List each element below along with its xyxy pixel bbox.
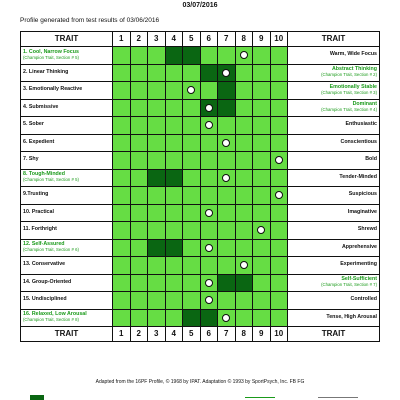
score-cell [200, 239, 218, 257]
score-cell [165, 134, 183, 152]
score-cell [130, 292, 148, 310]
score-cell [200, 292, 218, 310]
right-trait-cell [288, 134, 380, 152]
score-cell [130, 169, 148, 187]
score-cell [235, 204, 253, 222]
trait-row [21, 187, 380, 205]
champion-trait-note: (Champion Trait, Section # 3) [321, 89, 377, 95]
score-cell [235, 274, 253, 292]
left-trait-label: 14. Group-Oriented [23, 278, 72, 285]
right-trait-label: Experimenting [340, 261, 377, 268]
score-marker-icon [222, 174, 230, 182]
score-cell [113, 117, 131, 135]
score-cell [270, 204, 288, 222]
left-trait-cell [21, 64, 113, 82]
score-marker-icon [257, 226, 265, 234]
right-trait-label: Emotionally Stable [329, 83, 377, 90]
right-trait-cell [288, 309, 380, 327]
score-cell [218, 292, 236, 310]
left-trait-cell [21, 309, 113, 327]
left-trait-label: 3. Emotionally Reactive [23, 86, 83, 93]
score-cell [235, 222, 253, 240]
score-cell [113, 204, 131, 222]
left-trait-cell [21, 257, 113, 275]
left-trait-cell [21, 292, 113, 310]
score-cell [113, 82, 131, 100]
score-cell [113, 187, 131, 205]
header-row-top [21, 32, 380, 47]
trait-row [21, 47, 380, 65]
score-col-footer: 8 [235, 327, 253, 342]
score-cell [183, 292, 201, 310]
right-trait-cell [288, 82, 380, 100]
left-trait-cell [21, 117, 113, 135]
score-cell [183, 257, 201, 275]
score-cell [130, 187, 148, 205]
left-trait-label: 8. Tough-Minded [23, 171, 65, 178]
right-trait-cell [288, 239, 380, 257]
trait-rows [21, 47, 380, 327]
score-cell [253, 204, 271, 222]
score-cell [148, 99, 166, 117]
score-marker-icon [205, 244, 213, 252]
right-trait-label: Tense, High Arousal [326, 313, 377, 320]
score-cell [130, 152, 148, 170]
left-trait-label: 7. Shy [23, 156, 39, 163]
score-marker-icon [205, 296, 213, 304]
left-trait-label: 10. Practical [23, 208, 54, 215]
left-trait-cell [21, 222, 113, 240]
score-cell [200, 222, 218, 240]
champion-trait-note: (Champion Trait, Section # 5) [23, 54, 79, 60]
score-col-header: 3 [148, 32, 166, 47]
score-cell [253, 222, 271, 240]
score-cell [235, 257, 253, 275]
score-cell [200, 134, 218, 152]
score-cell [130, 309, 148, 327]
score-cell [113, 274, 131, 292]
left-trait-footer: TRAIT [21, 327, 113, 342]
score-col-footer: 4 [165, 327, 183, 342]
left-trait-cell [21, 187, 113, 205]
score-cell [253, 257, 271, 275]
score-cell [235, 152, 253, 170]
score-cell [270, 274, 288, 292]
score-cell [130, 47, 148, 65]
right-trait-header: TRAIT [288, 32, 380, 47]
score-cell [200, 117, 218, 135]
score-col-footer: 5 [183, 327, 201, 342]
score-cell [270, 47, 288, 65]
trait-row [21, 257, 380, 275]
right-trait-label: Controlled [350, 296, 377, 303]
trait-row [21, 134, 380, 152]
right-trait-cell [288, 64, 380, 82]
score-marker-icon [205, 279, 213, 287]
legend-line [245, 397, 275, 398]
trait-row [21, 117, 380, 135]
score-cell [235, 134, 253, 152]
score-cell [130, 64, 148, 82]
score-cell [148, 82, 166, 100]
trait-profile-grid [20, 31, 380, 342]
score-cell [165, 292, 183, 310]
score-cell [270, 134, 288, 152]
score-cell [113, 292, 131, 310]
score-cell [253, 47, 271, 65]
legend-line [318, 397, 358, 398]
left-trait-label: 12. Self-Assured [23, 241, 65, 248]
score-cell [183, 47, 201, 65]
score-marker-icon [205, 209, 213, 217]
trait-row [21, 274, 380, 292]
score-col-footer: 9 [253, 327, 271, 342]
score-cell [253, 309, 271, 327]
score-cell [200, 274, 218, 292]
score-cell [130, 222, 148, 240]
score-marker-icon [275, 156, 283, 164]
score-cell [253, 187, 271, 205]
score-cell [270, 152, 288, 170]
score-cell [148, 274, 166, 292]
score-cell [235, 64, 253, 82]
score-cell [130, 257, 148, 275]
score-cell [235, 239, 253, 257]
right-trait-label: Apprehensive [341, 243, 377, 250]
left-trait-label: 6. Expedient [23, 138, 55, 145]
right-trait-cell [288, 169, 380, 187]
trait-row [21, 239, 380, 257]
score-cell [200, 257, 218, 275]
left-trait-label: 1. Cool, Narrow Focus [23, 48, 79, 55]
score-cell [270, 99, 288, 117]
score-cell [218, 274, 236, 292]
score-cell [270, 257, 288, 275]
score-cell [235, 292, 253, 310]
score-cell [253, 239, 271, 257]
right-trait-cell [288, 117, 380, 135]
score-cell [253, 152, 271, 170]
score-cell [270, 292, 288, 310]
trait-row [21, 152, 380, 170]
score-col-header: 2 [130, 32, 148, 47]
score-cell [183, 99, 201, 117]
left-trait-cell [21, 169, 113, 187]
score-cell [148, 204, 166, 222]
legend-swatch [30, 395, 44, 400]
score-cell [165, 274, 183, 292]
score-col-footer: 2 [130, 327, 148, 342]
score-cell [218, 152, 236, 170]
left-trait-cell [21, 274, 113, 292]
right-trait-label: Dominant [352, 101, 377, 108]
score-cell [113, 257, 131, 275]
score-cell [270, 239, 288, 257]
score-cell [113, 309, 131, 327]
score-marker-icon [187, 86, 195, 94]
left-trait-label: 9.Trusting [23, 191, 49, 198]
left-trait-label: 15. Undisciplined [23, 296, 67, 303]
score-cell [165, 64, 183, 82]
score-cell [148, 222, 166, 240]
score-cell [235, 82, 253, 100]
score-cell [130, 204, 148, 222]
score-cell [200, 169, 218, 187]
score-cell [200, 47, 218, 65]
score-cell [218, 82, 236, 100]
score-cell [270, 82, 288, 100]
score-cell [235, 99, 253, 117]
right-trait-label: Abstract Thinking [331, 66, 377, 73]
score-cell [270, 187, 288, 205]
score-cell [218, 47, 236, 65]
left-trait-label: 5. Sober [23, 121, 44, 128]
score-cell [165, 99, 183, 117]
score-cell [130, 117, 148, 135]
score-cell [183, 239, 201, 257]
right-trait-label: Enthusiastic [345, 121, 377, 128]
score-col-header: 10 [270, 32, 288, 47]
score-col-header: 5 [183, 32, 201, 47]
score-cell [148, 152, 166, 170]
score-col-footer: 6 [200, 327, 218, 342]
score-cell [253, 292, 271, 310]
score-cell [183, 222, 201, 240]
left-trait-cell [21, 99, 113, 117]
score-marker-icon [240, 51, 248, 59]
score-marker-icon [222, 69, 230, 77]
trait-row [21, 169, 380, 187]
right-trait-cell [288, 99, 380, 117]
score-cell [148, 309, 166, 327]
trait-row [21, 99, 380, 117]
score-cell [200, 82, 218, 100]
score-cell [218, 239, 236, 257]
report-date: 03/07/2016 [182, 2, 218, 9]
score-cell [183, 187, 201, 205]
score-cell [113, 99, 131, 117]
left-trait-label: 11. Forthright [23, 226, 57, 233]
right-trait-cell [288, 204, 380, 222]
right-trait-cell [288, 152, 380, 170]
left-trait-cell [21, 134, 113, 152]
score-cell [165, 169, 183, 187]
profile-generated-text: Profile generated from test results of 03/06/2016 [20, 17, 160, 24]
score-cell [235, 309, 253, 327]
score-cell [253, 169, 271, 187]
score-cell [235, 117, 253, 135]
score-cell [218, 134, 236, 152]
score-cell [130, 134, 148, 152]
score-cell [218, 204, 236, 222]
left-trait-label: 16. Relaxed, Low Arousal [23, 311, 87, 318]
score-cell [183, 152, 201, 170]
score-cell [183, 117, 201, 135]
score-cell [253, 117, 271, 135]
copyright-footer: Adapted from the 16PF Profile, © 1968 by IPAT. Adaptation © 1993 by SportPsych, Inc. FB FG [95, 379, 305, 385]
score-cell [218, 64, 236, 82]
score-marker-icon [275, 191, 283, 199]
champion-trait-note: (Champion Trait, Section # 4) [321, 107, 377, 113]
score-cell [148, 187, 166, 205]
score-cell [218, 222, 236, 240]
score-cell [218, 99, 236, 117]
score-col-header: 4 [165, 32, 183, 47]
score-cell [148, 292, 166, 310]
score-cell [148, 117, 166, 135]
score-cell [165, 82, 183, 100]
score-cell [183, 64, 201, 82]
score-cell [165, 239, 183, 257]
score-cell [148, 239, 166, 257]
score-cell [253, 134, 271, 152]
score-cell [200, 204, 218, 222]
score-col-header: 8 [235, 32, 253, 47]
score-cell [113, 169, 131, 187]
score-cell [113, 47, 131, 65]
score-cell [130, 99, 148, 117]
score-cell [165, 47, 183, 65]
score-cell [235, 187, 253, 205]
trait-row [21, 82, 380, 100]
right-trait-label: Shrewd [357, 226, 377, 233]
score-cell [218, 257, 236, 275]
score-cell [183, 169, 201, 187]
header-row-bottom [21, 327, 380, 342]
score-cell [183, 134, 201, 152]
score-cell [148, 169, 166, 187]
score-cell [218, 187, 236, 205]
score-cell [270, 222, 288, 240]
score-cell [165, 222, 183, 240]
score-marker-icon [205, 104, 213, 112]
score-col-header: 7 [218, 32, 236, 47]
score-cell [113, 239, 131, 257]
score-cell [218, 117, 236, 135]
score-cell [200, 64, 218, 82]
score-cell [218, 169, 236, 187]
score-cell [235, 47, 253, 65]
score-cell [270, 117, 288, 135]
champion-trait-note: (Champion Trait, Section # 7) [321, 282, 377, 288]
score-cell [183, 82, 201, 100]
score-cell [183, 309, 201, 327]
right-trait-label: Tender-Minded [339, 173, 377, 180]
left-trait-cell [21, 82, 113, 100]
trait-row [21, 204, 380, 222]
champion-trait-note: (Champion Trait, Section # 8) [23, 317, 79, 323]
right-trait-cell [288, 274, 380, 292]
score-cell [270, 309, 288, 327]
score-cell [113, 152, 131, 170]
score-marker-icon [222, 314, 230, 322]
right-trait-cell [288, 257, 380, 275]
score-cell [200, 152, 218, 170]
score-cell [148, 134, 166, 152]
score-cell [235, 169, 253, 187]
score-cell [165, 309, 183, 327]
trait-row [21, 64, 380, 82]
champion-trait-note: (Champion Trait, Section # 5) [23, 177, 79, 183]
right-trait-cell [288, 47, 380, 65]
champion-trait-note: (Champion Trait, Section # 6) [23, 247, 79, 253]
score-cell [113, 222, 131, 240]
right-trait-cell [288, 292, 380, 310]
right-trait-cell [288, 222, 380, 240]
score-cell [165, 117, 183, 135]
right-trait-label: Warm, Wide Focus [329, 51, 377, 58]
score-cell [148, 47, 166, 65]
left-trait-label: 13. Conservative [23, 261, 66, 268]
score-cell [113, 64, 131, 82]
score-cell [253, 64, 271, 82]
trait-row [21, 222, 380, 240]
left-trait-cell [21, 239, 113, 257]
score-marker-icon [222, 139, 230, 147]
left-trait-header: TRAIT [21, 32, 113, 47]
score-cell [253, 99, 271, 117]
score-col-header: 6 [200, 32, 218, 47]
right-trait-label: Conscientious [340, 138, 377, 145]
score-cell [183, 204, 201, 222]
score-cell [165, 204, 183, 222]
score-cell [165, 187, 183, 205]
score-cell [165, 257, 183, 275]
score-cell [253, 82, 271, 100]
score-cell [270, 169, 288, 187]
score-col-header: 9 [253, 32, 271, 47]
left-trait-cell [21, 152, 113, 170]
score-cell [183, 274, 201, 292]
right-trait-label: Suspicious [348, 191, 377, 198]
score-cell [130, 239, 148, 257]
score-cell [218, 309, 236, 327]
score-col-footer: 3 [148, 327, 166, 342]
score-col-header: 1 [113, 32, 131, 47]
right-trait-label: Imaginative [347, 208, 377, 215]
right-trait-label: Self-Sufficient [341, 276, 377, 283]
score-marker-icon [205, 121, 213, 129]
score-cell [113, 134, 131, 152]
score-col-footer: 10 [270, 327, 288, 342]
right-trait-label: Bold [365, 156, 377, 163]
right-trait-footer: TRAIT [288, 327, 380, 342]
left-trait-label: 2. Linear Thinking [23, 68, 69, 75]
score-cell [253, 274, 271, 292]
score-cell [200, 187, 218, 205]
left-trait-cell [21, 204, 113, 222]
champion-trait-note: (Champion Trait, Section # 2) [321, 72, 377, 78]
score-cell [130, 274, 148, 292]
right-trait-cell [288, 187, 380, 205]
score-col-footer: 7 [218, 327, 236, 342]
trait-row [21, 292, 380, 310]
score-cell [130, 82, 148, 100]
score-col-footer: 1 [113, 327, 131, 342]
trait-row [21, 309, 380, 327]
score-marker-icon [240, 261, 248, 269]
left-trait-label: 4. Submissive [23, 103, 59, 110]
left-trait-cell [21, 47, 113, 65]
score-cell [148, 64, 166, 82]
score-cell [148, 257, 166, 275]
score-cell [165, 152, 183, 170]
score-cell [270, 64, 288, 82]
score-cell [200, 309, 218, 327]
score-cell [200, 99, 218, 117]
